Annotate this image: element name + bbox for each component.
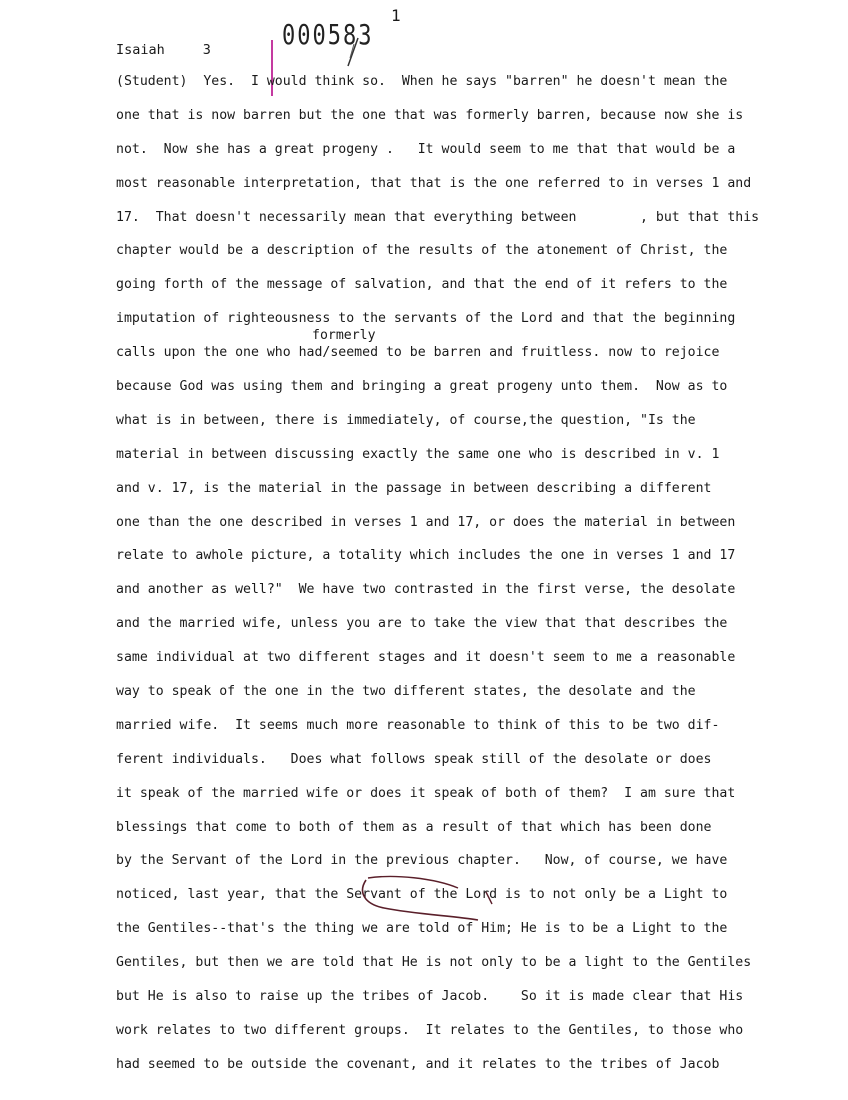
- text-line: by the Servant of the Lord in the previous chapter. Now, of course, we have: [116, 853, 728, 869]
- page-number: 1: [391, 6, 401, 25]
- text-line: going forth of the message of salvation, and that the end of it refers to the: [116, 277, 728, 293]
- text-line: noticed, last year, that the Servant of the Lord is to not only be a Light to: [116, 887, 728, 903]
- text-line: had seemed to be outside the covenant, and it relates to the tribes of Jacob: [116, 1056, 720, 1072]
- header-book: Isaiah: [116, 42, 165, 58]
- text-line: and v. 17, is the material in the passage in between describing a different: [116, 480, 712, 496]
- page-header: [116, 42, 211, 58]
- text-line: chapter would be a description of the results of the atonement of Christ, the: [116, 243, 728, 259]
- text-line: what is in between, there is immediately, of course,the question, "Is the: [116, 412, 696, 428]
- text-line: same individual at two different stages and it doesn't seem to me a reasonable: [116, 650, 736, 666]
- text-line: way to speak of the one in the two different states, the desolate and the: [116, 684, 696, 700]
- text-line: blessings that come to both of them as a result of that which has been done: [116, 819, 712, 835]
- text-line: work relates to two different groups. It relates to the Gentiles, to those who: [116, 1022, 744, 1038]
- text-line: and another as well?" We have two contrasted in the first verse, the desolate: [116, 582, 736, 598]
- text-line: one than the one described in verses 1 and 17, or does the material in between: [116, 514, 736, 530]
- text-line: (Student) Yes. I would think so. When he says "barren" he doesn't mean the: [116, 74, 728, 89]
- text-line: ferent individuals. Does what follows speak still of the desolate or does: [116, 751, 712, 767]
- text-line: the Gentiles--that's the thing we are told of Him; He is to be a Light to the: [116, 921, 728, 937]
- text-line: calls upon the one who had/seemed to be barren and fruitless. now to rejoice: [116, 345, 720, 361]
- text-line: 17. That doesn't necessarily mean that everything between , but that this: [116, 209, 760, 225]
- text-line: Gentiles, but then we are told that He is not only to be a light to the Gentiles: [116, 955, 752, 971]
- text-line: imputation of righteousness to the servants of the Lord and that the beginning: [116, 311, 736, 327]
- header-chapter: 3: [202, 42, 211, 58]
- text-line: it speak of the married wife or does it speak of both of them? I am sure that: [116, 785, 736, 801]
- text-line: and the married wife, unless you are to take the view that that describes the: [116, 616, 728, 632]
- handwritten-circle-mark: [354, 870, 504, 930]
- handwritten-insertion: formerly: [312, 328, 376, 343]
- text-line: because God was using them and bringing a great progeny unto them. Now as to: [116, 379, 728, 395]
- text-line: relate to awhole picture, a totality which includes the one in verses 1 and 17: [116, 548, 736, 564]
- handwritten-mark: [340, 36, 364, 72]
- text-line: one that is now barren but the one that was formerly barren, because now she is: [116, 107, 744, 123]
- text-line: married wife. It seems much more reasonable to think of this to be two dif-: [116, 717, 720, 733]
- document-id-stamp: 000583: [282, 20, 374, 52]
- text-line: most reasonable interpretation, that that is the one referred to in verses 1 and: [116, 175, 752, 191]
- text-line: not. Now she has a great progeny . It would seem to me that that would be a: [116, 141, 736, 157]
- text-line: but He is also to raise up the tribes of Jacob. So it is made clear that His: [116, 989, 744, 1005]
- text-line: material in between discussing exactly the same one who is described in v. 1: [116, 446, 720, 462]
- transcript-body: [116, 72, 806, 1089]
